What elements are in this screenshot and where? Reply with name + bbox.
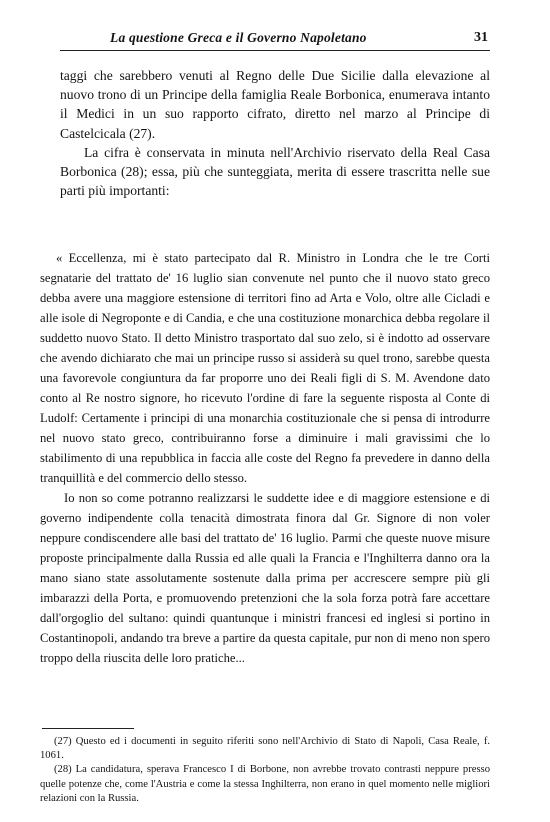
quote-paragraph: Io non so come potranno realizzarsi le suddette idee e di maggiore estensione e di governo indipendente colla tenacità dimostrata finora dal Gr. Signore di non voler neppure condiscendere alle basi del trattato de' 16 luglio. Parmi che queste nuove misure proposte principalmente dalla Russia ed alle quali la Francia e l'Inghilterra danno ora la mano siano state assolutamente sostenute dalla prima per accrescere sempre più gli imbarazzi della Porta, e promuovendo pretenzioni che la sola forza potrà fare accettare dall'orgoglio del sultano: quindi quantunque i ministri francesi ed inglesi si portino in Costantinopoli, andando tra breve a partire da questa capitale, pur non di meno non spero troppo della riuscita delle loro pratiche...: [40, 491, 490, 665]
page-number: 31: [474, 30, 488, 45]
main-text: [60, 66, 490, 200]
footnote-divider: [42, 728, 134, 729]
footnotes: [40, 735, 490, 806]
body-paragraph: La cifra è conservata in minuta nell'Archivio riservato della Real Casa Borbonica (28); essa, più che sunteggiata, merita di essere trascritta nelle sue parti più importanti:: [60, 144, 490, 199]
quoted-dispatch: [40, 248, 490, 668]
footnote: (27) Questo ed i documenti in seguito riferiti sono nell'Archivio di Stato di Napoli, Casa Reale, f. 1061.: [40, 736, 490, 762]
running-title: La questione Greca e il Governo Napoletano: [110, 30, 367, 45]
quote-paragraph: « Eccellenza, mi è stato partecipato dal R. Ministro in Londra che le tre Corti segnatarie del trattato de' 16 luglio sian convenute nel punto che il nuovo stato greco debba avere una maggiore estensione di territori fino ad Arta e Volo, oltre alle Cicladi e alle isole di Negroponte e di Candia, e che una costituzione monarchica debba regolare il suddetto nuovo Stato. Il detto Ministro trasportato dal suo zelo, si è indotto ad osservare che avendo dichiarato che mai un principe russo si assiderà su quel trono, sarebbe questa una favorevole congiuntura da far proporre uno dei Reali figli di S. M. Avendone dato conto al Re nostro signore, ho ricevuto l'ordine di fare la seguente risposta al Conte di Ludolf: Certamente i principi di una monarchia costituzionale che si pensa di introdurre nel nuovo stato greco, contribuiranno forse a diminuire i mali gravissimi che lo stabilimento di una repubblica in faccia alle coste del Regno fa prevedere in danno della tranquillità e del commercio dello stesso.: [40, 251, 490, 485]
footnote: (28) La candidatura, sperava Francesco I di Borbone, non avrebbe trovato contrasti neppure presso quelle potenze che, come l'Austria e come la stessa Inghilterra, non erano in quel momento nelle migliori relazioni con la Russia.: [40, 764, 490, 804]
running-header: [60, 30, 490, 51]
body-paragraph: taggi che sarebbero venuti al Regno delle Due Sicilie dalla elevazione al nuovo trono di un Principe della famiglia Reale Borbonica, enumerava intanto il Medici in un suo rapporto cifrato, diretto nel marzo al Principe di Castelcicala (27).: [60, 68, 490, 141]
